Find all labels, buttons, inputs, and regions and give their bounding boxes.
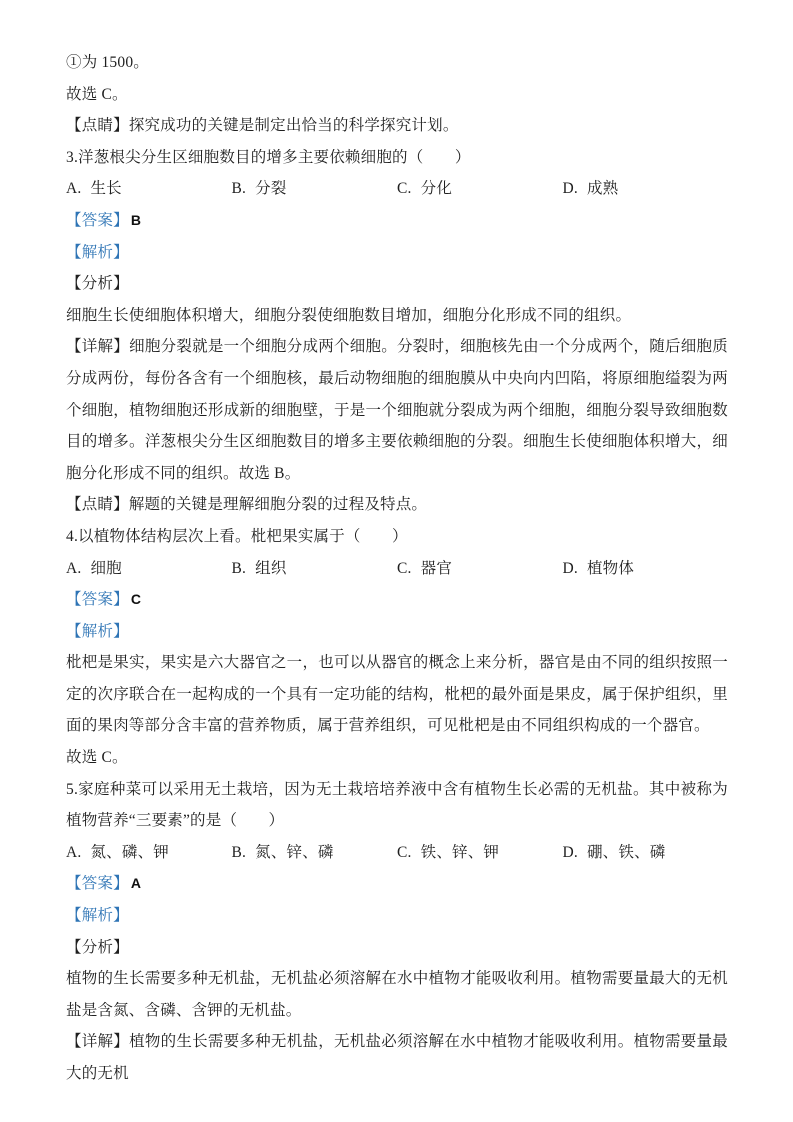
option-text: 氮、锌、磷 — [255, 843, 334, 861]
section-tag-label: 【点睛】 — [66, 496, 129, 514]
option-text: 组织 — [255, 559, 287, 577]
option-a — [66, 553, 232, 585]
section-tag-label: 【点睛】 — [66, 117, 129, 135]
option-letter: B. — [231, 843, 247, 861]
answer-value: A — [130, 875, 142, 892]
detailed-explanation — [66, 1026, 728, 1089]
option-text: 分裂 — [255, 180, 287, 198]
conclusion-line: ①为 1500。 — [66, 54, 149, 71]
option-d — [563, 173, 729, 205]
explanation-tag — [66, 237, 728, 269]
option-d — [563, 553, 729, 585]
option-c — [397, 553, 563, 585]
option-c — [397, 173, 563, 205]
option-d — [563, 837, 729, 869]
key-point — [66, 110, 728, 142]
question-5-stem: 5.家庭种菜可以采用无土栽培，因为无土栽培培养液中含有植物生长必需的无机盐。其中被称为植物营养“三要素”的是（ ） — [66, 780, 728, 830]
conclusion-line: 故选 C。 — [66, 85, 128, 103]
paragraph-text: 植物的生长需要多种无机盐，无机盐必须溶解在水中植物才能吸收利用。植物需要量最大的无机 — [66, 1033, 728, 1082]
option-letter: D. — [562, 180, 578, 198]
detailed-explanation — [66, 331, 728, 489]
paragraph-text: 探究成功的关键是制定出恰当的科学探究计划。 — [128, 117, 459, 135]
document-content — [66, 47, 728, 1090]
option-letter: C. — [397, 559, 412, 577]
option-letter: D. — [562, 843, 578, 861]
question-5-options — [66, 837, 728, 869]
section-tag-label: 【解析】 — [66, 243, 129, 261]
option-text: 氮、磷、钾 — [90, 843, 169, 861]
option-text: 植物体 — [586, 559, 635, 577]
option-text: 分化 — [420, 180, 453, 198]
option-text: 硼、铁、磷 — [586, 843, 666, 861]
option-letter: B. — [231, 559, 247, 577]
answer-value: B — [130, 211, 142, 228]
section-tag-label: 【详解】 — [66, 338, 130, 356]
question-3-answer — [66, 205, 728, 237]
answer-value: C — [130, 591, 142, 608]
question-3-options — [66, 173, 728, 205]
option-a — [66, 837, 232, 869]
answer-tag: 【答案】 — [66, 875, 129, 893]
option-b — [232, 553, 398, 585]
explanation-text: 枇杷是果实，果实是六大器官之一，也可以从器官的概念上来分析，器官是由不同的组织按照一定的次序联合在一起构成的一个具有一定功能的结构，枇杷的最外面是果皮，属于保护组织，里面的果肉等部分含丰富的营养物质，属于营养组织，可见枇杷是由不同组织构成的一个器官。 — [66, 654, 728, 735]
option-letter: C. — [397, 180, 412, 198]
option-text: 细胞 — [90, 559, 122, 577]
question-4-options — [66, 553, 728, 585]
section-tag-label: 【解析】 — [66, 907, 129, 925]
answer-tag: 【答案】 — [66, 211, 129, 229]
option-text: 器官 — [420, 559, 453, 577]
question-4-stem: 4.以植物体结构层次上看。枇杷果实属于（ ） — [66, 527, 408, 545]
option-c — [397, 837, 563, 869]
section-tag-label: 【解析】 — [66, 622, 129, 640]
section-tag-label: 【详解】 — [66, 1033, 130, 1051]
analysis-text: 植物的生长需要多种无机盐，无机盐必须溶解在水中植物才能吸收利用。植物需要量最大的无机盐是含氮、含磷、含钾的无机盐。 — [66, 970, 728, 1019]
explanation-tag — [66, 616, 728, 648]
option-text: 成熟 — [586, 180, 619, 198]
key-point — [66, 489, 728, 521]
question-3-stem: 3.洋葱根尖分生区细胞数目的增多主要依赖细胞的（ ） — [66, 148, 471, 166]
option-a — [66, 173, 232, 205]
option-text: 生长 — [90, 180, 122, 198]
option-b — [232, 173, 398, 205]
conclusion-line: 故选 C。 — [66, 749, 128, 767]
option-b — [232, 837, 398, 869]
option-text: 铁、锌、钾 — [420, 843, 500, 861]
paragraph-text: 细胞分裂就是一个细胞分成两个细胞。分裂时，细胞核先由一个分成两个，随后细胞质分成两份，每份各含有一个细胞核，最后动物细胞的细胞膜从中央向内凹陷，将原细胞缢裂为两个细胞，植物细胞还形成新的细胞壁，于是一个细胞就分裂成为两个细胞，细胞分裂导致细胞数目的增多。洋葱根尖分生区细胞数目的增多主要依赖细胞的分裂。细胞生长使细胞体积增大，细胞分化形成不同的组织。故选 B。 — [66, 338, 728, 482]
option-letter: D. — [562, 559, 578, 577]
option-letter: A. — [66, 843, 82, 861]
question-5-answer — [66, 868, 728, 900]
question-4-answer — [66, 584, 728, 616]
analysis-tag — [66, 268, 728, 300]
analysis-text: 细胞生长使细胞体积增大，细胞分裂使细胞数目增加，细胞分化形成不同的组织。 — [66, 306, 632, 324]
option-letter: A. — [66, 559, 82, 577]
section-tag-label: 【分析】 — [66, 275, 129, 293]
option-letter: B. — [231, 180, 247, 198]
section-tag-label: 【分析】 — [66, 938, 129, 956]
paragraph-text: 解题的关键是理解细胞分裂的过程及特点。 — [128, 496, 428, 514]
answer-tag: 【答案】 — [66, 591, 129, 609]
option-letter: C. — [397, 843, 412, 861]
option-letter: A. — [66, 180, 82, 198]
explanation-tag — [66, 900, 728, 932]
analysis-tag — [66, 932, 728, 964]
